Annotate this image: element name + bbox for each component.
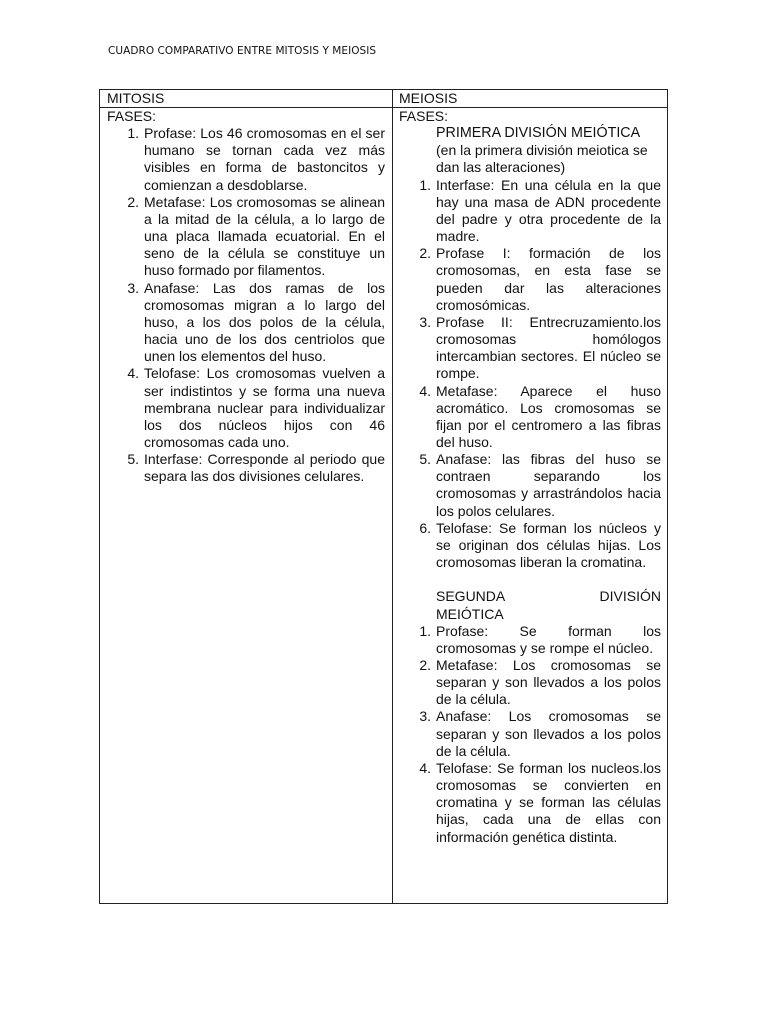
second-division-phase-list xyxy=(399,623,661,846)
phase-text: Anafase: las fibras del huso se contraen separando los cromosomas y arrastrándolos hacia los polos celulares. xyxy=(436,451,661,519)
list-number: 2. xyxy=(419,656,431,673)
second-division-title: SEGUNDA DIVISIÓN xyxy=(436,588,661,605)
phase-text: Interfase: Corresponde al periodo que separa las dos divisiones celulares. xyxy=(144,451,385,485)
first-division-note: (en la primera división meiotica se dan las alteraciones) xyxy=(436,142,648,176)
list-number: 3. xyxy=(419,708,431,725)
list-number: 4. xyxy=(127,365,139,382)
list-number: 1. xyxy=(419,622,431,639)
phase-text: Anafase: Los cromosomas se separan y son llevados a los polos de la célula. xyxy=(436,708,661,759)
list-item xyxy=(399,760,661,846)
list-number: 4. xyxy=(419,382,431,399)
first-division-title: PRIMERA DIVISIÓN MEIÓTICA xyxy=(436,125,641,142)
list-item xyxy=(399,314,661,383)
meiosis-phases-label: FASES: xyxy=(399,108,449,124)
mitosis-phase-list xyxy=(107,125,385,485)
phase-text: Profase I: formación de los cromosomas, en esta fase se pueden dar las alteraciones cromosómicas. xyxy=(436,245,661,313)
list-item xyxy=(399,623,661,657)
first-division-phase-list xyxy=(399,177,661,572)
list-number: 2. xyxy=(127,193,139,210)
list-item xyxy=(399,451,661,520)
list-number: 1. xyxy=(419,176,431,193)
phase-text: Metafase: Los cromosomas se alinean a la mitad de la célula, a lo largo de una placa llamada ecuatorial. En el seno de la célula se constituye un huso formado por filamentos. xyxy=(144,193,385,279)
list-number: 3. xyxy=(127,279,139,296)
meiosis-column xyxy=(399,108,661,846)
mitosis-phases-label: FASES: xyxy=(107,108,157,124)
phase-text: Profase II: Entrecruzamiento.los cromosomas homólogos intercambian sectores. El núcleo se rompe. xyxy=(436,313,661,382)
list-number: 1. xyxy=(127,125,139,142)
phase-text: Telofase: Se forman los núcleos y se originan dos células hijas. Los cromosomas liberan la cromatina. xyxy=(436,519,661,571)
section-spacer xyxy=(399,571,661,588)
phase-text: Profase: Los 46 cromosomas en el ser humano se tornan cada vez más visibles en forma de bastoncitos y comienzan a desdoblarse. xyxy=(144,125,385,193)
list-number: 5. xyxy=(127,451,139,468)
document-title: CUADRO COMPARATIVO ENTRE MITOSIS Y MEIOSIS xyxy=(108,45,377,57)
list-item xyxy=(107,451,385,485)
phase-text: Telofase: Se forman los nucleos.los cromosomas se convierten en cromatina y se forman las células hijas, cada una de ellas con información genética distinta. xyxy=(436,759,661,845)
list-item xyxy=(399,177,661,246)
phase-text: Telofase: Los cromosomas vuelven a ser indistintos y se forma una nueva membrana nuclear para individualizar los dos núcleos hijos con 46 cromosomas cada uno. xyxy=(144,365,385,450)
second-division-title-continued: MEIÓTICA xyxy=(436,605,504,622)
meiosis-header: MEIOSIS xyxy=(399,90,458,106)
mitosis-column xyxy=(107,108,385,485)
list-item xyxy=(107,365,385,451)
list-number: 3. xyxy=(419,313,431,330)
phase-text: Metafase: Aparece el huso acromático. Los cromosomas se fijan por el centromero a las fibras del huso. xyxy=(436,382,661,450)
list-number: 2. xyxy=(419,245,431,262)
phase-text: Metafase: Los cromosomas se separan y son llevados a los polos de la célula. xyxy=(436,656,661,708)
list-item xyxy=(107,194,385,280)
list-number: 5. xyxy=(419,451,431,468)
list-item xyxy=(399,245,661,314)
column-divider xyxy=(392,90,393,903)
list-item xyxy=(399,383,661,452)
comparison-table xyxy=(99,89,668,904)
phase-text: Anafase: Las dos ramas de los cromosomas migran a lo largo del huso, a los dos polos de la célula, hacia uno de los dos centriolos que unen los elementos del huso. xyxy=(144,279,385,365)
mitosis-header: MITOSIS xyxy=(107,90,165,106)
list-item xyxy=(107,280,385,366)
phase-text: Profase: Se forman los cromosomas y se rompe el núcleo. xyxy=(436,622,661,656)
list-number: 4. xyxy=(419,759,431,776)
list-item xyxy=(399,520,661,571)
list-item xyxy=(399,708,661,759)
list-item xyxy=(107,125,385,194)
list-number: 6. xyxy=(419,519,431,536)
list-item xyxy=(399,657,661,708)
phase-text: Interfase: En una célula en la que hay una masa de ADN procedente del padre y otra procedente de la madre. xyxy=(436,176,661,245)
